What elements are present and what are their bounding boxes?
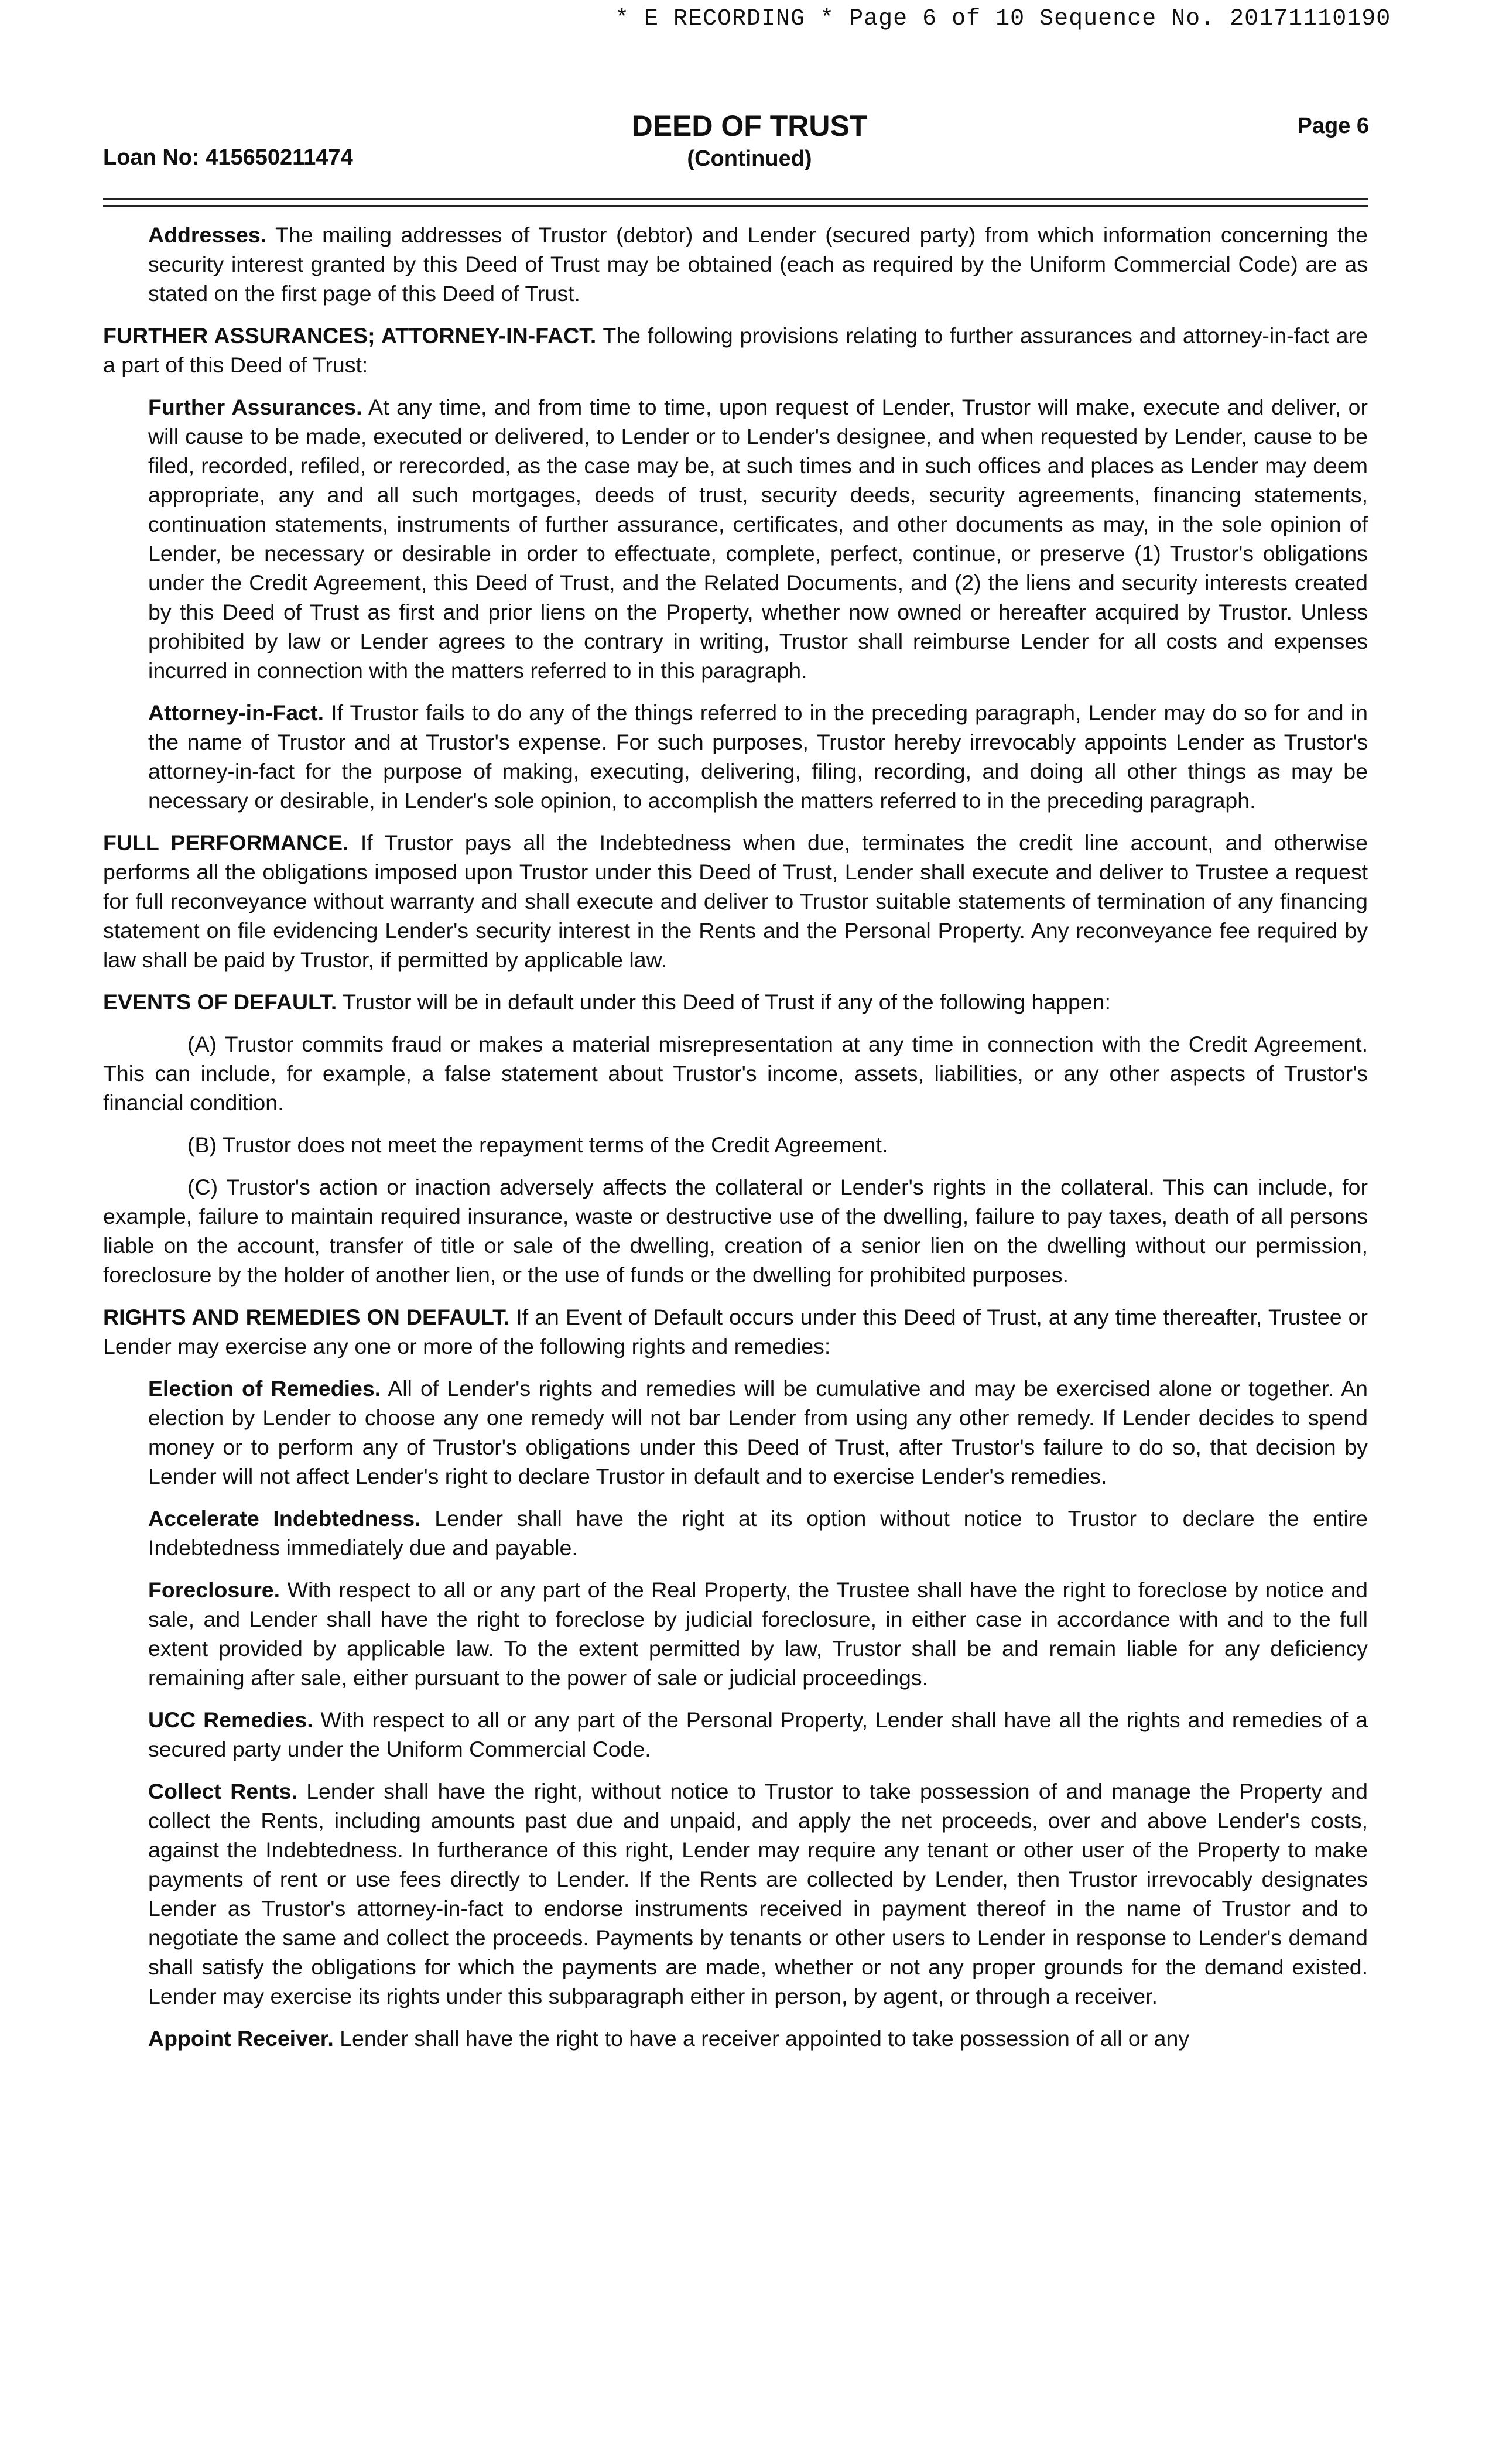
paragraph-text: (C) Trustor's action or inaction adversely affects the collateral or Lender's rights in the collateral. This can include, for example, failure to maintain required insurance, waste or destructive use of the dwelling, failure to pay taxes, death of all persons liable on the account, transfer of title or sale of the dwelling, creation of a senior lien on the dwelling without our permission, foreclosure by the holder of another lien, or the use of funds or the dwelling for prohibited purposes. (103, 1175, 1368, 1287)
recording-header: * E RECORDING * Page 6 of 10 Sequence No. 20171110190 (615, 6, 1391, 32)
paragraph-text: (B) Trustor does not meet the repayment terms of the Credit Agreement. (187, 1132, 888, 1157)
paragraph-text: If Trustor pays all the Indebtedness when due, terminates the credit line account, and otherwise performs all the obligations imposed upon Trustor under this Deed of Trust, Lender shall execute and deliver to Trustee a request for full reconveyance without warranty and shall execute and deliver to Trustor suitable statements of termination of any financing statement on file evidencing Lender's security interest in the Rents and the Personal Property. Any reconveyance fee required by law shall be paid by Trustor, if permitted by applicable law. (103, 830, 1368, 972)
header-rule-top (103, 198, 1368, 200)
paragraph-heading: Foreclosure. (148, 1577, 280, 1602)
paragraph-foreclosure (148, 1575, 1368, 1692)
paragraph-event-a (103, 1029, 1368, 1117)
paragraph-heading: Addresses. (148, 223, 267, 247)
document-subtitle: (Continued) (687, 146, 812, 171)
paragraph-text: Lender shall have the right to have a receiver appointed to take possession of all or any (333, 2026, 1190, 2051)
paragraph-heading: Election of Remedies. (148, 1376, 381, 1401)
paragraph-heading: EVENTS OF DEFAULT. (103, 990, 337, 1014)
paragraph-text: The following provisions relating to further assurances and attorney-in-fact are a part of this Deed of Trust: (103, 323, 1368, 377)
paragraph-text: Lender shall have the right, without notice to Trustor to take possession of and manage the Property and collect the Rents, including amounts past due and unpaid, and apply the net proceeds, over and above Lender's costs, against the Indebtedness. In furtherance of this right, Lender may require any tenant or other user of the Property to make payments of rent or use fees directly to Lender. If the Rents are collected by Lender, then Trustor irrevocably designates Lender as Trustor's attorney-in-fact to endorse instruments received in payment thereof in the name of Trustor and to negotiate the same and collect the proceeds. Payments by tenants or other users to Lender in response to Lender's demand shall satisfy the obligations for which the payments are made, whether or not any proper grounds for the demand existed. Lender may exercise its rights under this subparagraph either in person, by agent, or through a receiver. (148, 1779, 1368, 2008)
loan-number: Loan No: 415650211474 (103, 145, 353, 170)
paragraph-heading: Accelerate Indebtedness. (148, 1506, 421, 1531)
paragraph-heading: Appoint Receiver. (148, 2026, 334, 2051)
paragraph-heading: FURTHER ASSURANCES; ATTORNEY-IN-FACT. (103, 323, 597, 348)
paragraph-heading: Attorney-in-Fact. (148, 700, 324, 725)
paragraph-text: With respect to all or any part of the Real Property, the Trustee shall have the right to foreclose by notice and sale, and Lender shall have the right to foreclose by judicial foreclosure, in either case in accordance with and to the full extent provided by applicable law. To the extent permitted by law, Trustor shall be and remain liable for any deficiency remaining after sale, either pursuant to the power of sale or judicial proceedings. (148, 1577, 1368, 1690)
paragraph-attorney-in-fact (148, 698, 1368, 815)
paragraph-full-performance (103, 828, 1368, 974)
paragraph-election-of-remedies (148, 1374, 1368, 1491)
header-rule-bottom (103, 205, 1368, 207)
paragraph-text: Lender shall have the right at its option without notice to Trustor to declare the entire Indebtedness immediately due and payable. (148, 1506, 1368, 1560)
paragraph-event-b (103, 1130, 1368, 1159)
paragraph-text: Trustor will be in default under this Deed of Trust if any of the following happen: (337, 990, 1111, 1014)
paragraph-text: If an Event of Default occurs under this Deed of Trust, at any time thereafter, Trustee or Lender may exercise any one or more of the following rights and remedies: (103, 1305, 1368, 1358)
paragraph-further-assurances-attorney (103, 321, 1368, 379)
paragraph-accelerate-indebtedness (148, 1504, 1368, 1562)
paragraph-rights-and-remedies (103, 1302, 1368, 1361)
paragraph-heading: RIGHTS AND REMEDIES ON DEFAULT. (103, 1305, 510, 1329)
paragraph-text: With respect to all or any part of the Personal Property, Lender shall have all the rights and remedies of a secured party under the Uniform Commercial Code. (148, 1707, 1368, 1761)
document-body (103, 220, 1368, 2066)
document-title: DEED OF TRUST (631, 109, 868, 142)
paragraph-heading: Further Assurances. (148, 395, 362, 419)
paragraph-events-of-default (103, 987, 1368, 1017)
paragraph-text: At any time, and from time to time, upon request of Lender, Trustor will make, execute and deliver, or will cause to be made, executed or delivered, to Lender or to Lender's designee, and when requested by Lender, cause to be filed, recorded, refiled, or rerecorded, as the case may be, at such times and in such offices and places as Lender may deem appropriate, any and all such mortgages, deeds of trust, security deeds, security agreements, financing statements, continuation statements, instruments of further assurance, certificates, and other documents as may, in the sole opinion of Lender, be necessary or desirable in order to effectuate, complete, perfect, continue, or preserve (1) Trustor's obligations under the Credit Agreement, this Deed of Trust, and the Related Documents, and (2) the liens and security interests created by this Deed of Trust as first and prior liens on the Property, whether now owned or hereafter acquired by Trustor. Unless prohibited by law or Lender agrees to the contrary in writing, Trustor shall reimburse Lender for all costs and expenses incurred in connection with the matters referred to in this paragraph. (148, 395, 1368, 683)
paragraph-heading: Collect Rents. (148, 1779, 297, 1803)
paragraph-addresses (148, 220, 1368, 308)
paragraph-text: All of Lender's rights and remedies will be cumulative and may be exercised alone or together. An election by Lender to choose any one remedy will not bar Lender from using any other remedy. If Lender decides to spend money or to perform any of Trustor's obligations under this Deed of Trust, after Trustor's failure to do so, that decision by Lender will not affect Lender's right to declare Trustor in default and to exercise Lender's remedies. (148, 1376, 1368, 1488)
paragraph-heading: UCC Remedies. (148, 1707, 313, 1732)
paragraph-further-assurances (148, 392, 1368, 685)
paragraph-appoint-receiver (148, 2024, 1368, 2053)
paragraph-collect-rents (148, 1777, 1368, 2011)
paragraph-text: (A) Trustor commits fraud or makes a material misrepresentation at any time in connection with the Credit Agreement. This can include, for example, a false statement about Trustor's income, assets, liabilities, or any other aspects of Trustor's financial condition. (103, 1032, 1368, 1115)
paragraph-heading: FULL PERFORMANCE. (103, 830, 349, 855)
paragraph-ucc-remedies (148, 1705, 1368, 1764)
page-number: Page 6 (1297, 114, 1369, 138)
paragraph-text: If Trustor fails to do any of the things referred to in the preceding paragraph, Lender may do so for and in the name of Trustor and at Trustor's expense. For such purposes, Trustor hereby irrevocably appoints Lender as Trustor's attorney-in-fact for the purpose of making, executing, delivering, filing, recording, and doing all other things as may be necessary or desirable, in Lender's sole opinion, to accomplish the matters referred to in the preceding paragraph. (148, 700, 1368, 813)
paragraph-text: The mailing addresses of Trustor (debtor) and Lender (secured party) from which information concerning the security interest granted by this Deed of Trust may be obtained (each as required by the Uniform Commercial Code) are as stated on the first page of this Deed of Trust. (148, 223, 1368, 306)
paragraph-event-c (103, 1172, 1368, 1289)
